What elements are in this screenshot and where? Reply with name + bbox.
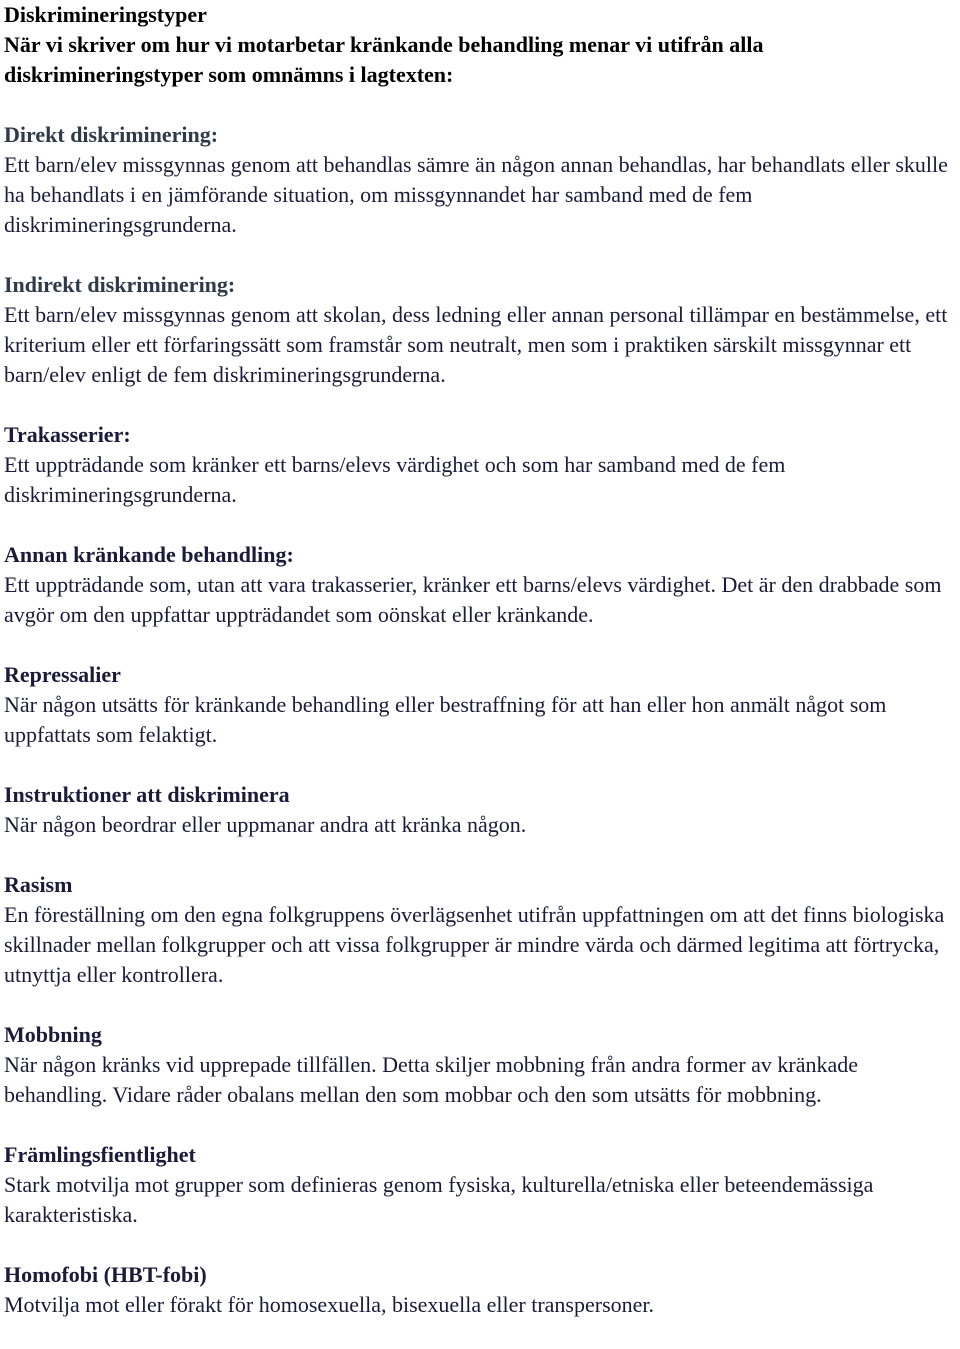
section-mobbning (4, 1020, 958, 1110)
section-annan-krankande-behandling (4, 540, 958, 630)
section-text: Ett uppträdande som kränker ett barns/elevs värdighet och som har samband med de fem diskrimineringsgrunderna. (4, 452, 786, 507)
section-heading: Indirekt diskriminering: (4, 272, 236, 297)
section-heading: Instruktioner att diskriminera (4, 782, 290, 807)
section-text: Ett barn/elev missgynnas genom att skolan, dess ledning eller annan personal tillämpar en bestämmelse, ett kriterium eller ett förfaringssätt som framstår som neutralt, men som i praktiken särskilt missgynnar ett barn/elev enligt de fem diskrimineringsgrunderna. (4, 302, 948, 387)
section-text: När någon utsätts för kränkande behandling eller bestraffning för att han eller hon anmält något som uppfattats som felaktigt. (4, 692, 887, 747)
section-direkt-diskriminering (4, 120, 958, 240)
section-text: När någon beordrar eller uppmanar andra att kränka någon. (4, 812, 527, 837)
section-text: Stark motvilja mot grupper som definieras genom fysiska, kulturella/etniska eller beteendemässiga karakteristiska. (4, 1172, 874, 1227)
section-heading: Homofobi (HBT-fobi) (4, 1262, 207, 1287)
section-text: En föreställning om den egna folkgruppens överlägsenhet utifrån uppfattningen om att det finns biologiska skillnader mellan folkgrupper och att vissa folkgrupper är mindre värda och därmed legitima att förtrycka, utnyttja eller kontrollera. (4, 902, 945, 987)
section-text: När någon kränks vid upprepade tillfällen. Detta skiljer mobbning från andra former av kränkade behandling. Vidare råder obalans mellan den som mobbar och den som utsätts för mobbning. (4, 1052, 859, 1107)
document-intro: När vi skriver om hur vi motarbetar kränkande behandling menar vi utifrån alla diskrimineringstyper som omnämns i lagtexten: (4, 32, 764, 87)
section-text: Ett uppträdande som, utan att vara trakasserier, kränker ett barns/elevs värdighet. Det är den drabbade som avgör om den uppfattar uppträdandet som oönskat eller kränkande. (4, 572, 942, 627)
section-repressalier (4, 660, 958, 750)
section-heading: Repressalier (4, 662, 121, 687)
section-heading: Trakasserier: (4, 422, 131, 447)
section-text: Ett barn/elev missgynnas genom att behandlas sämre än någon annan behandlas, har behandlats eller skulle ha behandlats i en jämförande situation, om missgynnandet har samband med de fem diskrimineringsgrunderna. (4, 152, 948, 237)
section-framlingsfientlighet (4, 1140, 958, 1230)
section-heading: Främlingsfientlighet (4, 1142, 196, 1167)
section-heading: Rasism (4, 872, 73, 897)
section-homofobi (4, 1260, 958, 1320)
section-heading: Mobbning (4, 1022, 102, 1047)
section-heading: Annan kränkande behandling: (4, 542, 294, 567)
section-heading: Direkt diskriminering: (4, 122, 219, 147)
document-page (4, 0, 958, 1320)
document-title: Diskrimineringstyper (4, 2, 207, 27)
section-trakasserier (4, 420, 958, 510)
section-rasism (4, 870, 958, 990)
section-indirekt-diskriminering (4, 270, 958, 390)
section-text: Motvilja mot eller förakt för homosexuella, bisexuella eller transpersoner. (4, 1292, 655, 1317)
section-instruktioner-att-diskriminera (4, 780, 958, 840)
